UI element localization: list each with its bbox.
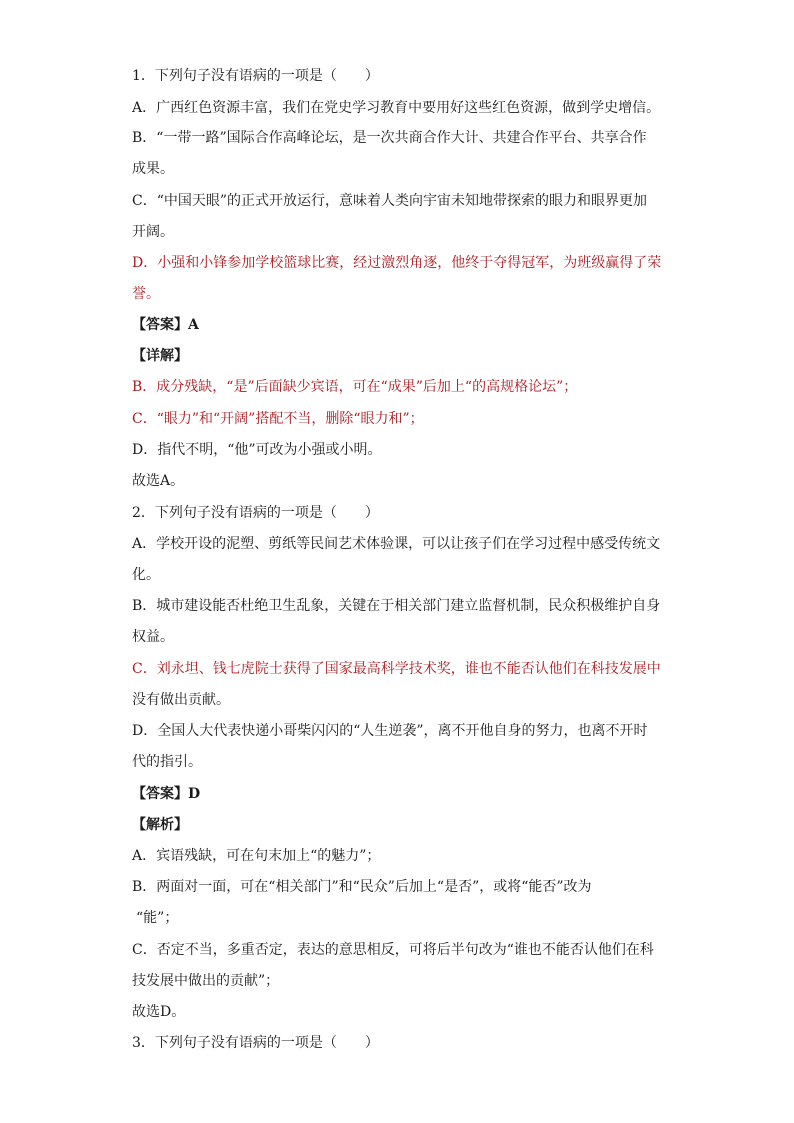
- question-1-analysis-b: B．成分残缺，“是”后面缺少宾语，可在“成果”后加上“的高规格论坛”；: [132, 379, 578, 395]
- question-1-answer: 【答案】A: [132, 317, 199, 333]
- question-2-analysis-b-line-1: B．两面对一面，可在“相关部门”和“民众”后加上“是否”，或将“能否”改为: [132, 879, 592, 895]
- question-3-stem: 3．下列句子没有语病的一项是（ ）: [132, 1035, 379, 1051]
- question-2-analysis-c-line-2: 技发展中做出的贡献”；: [132, 973, 280, 989]
- question-2-analysis-title: 【解析】: [132, 817, 188, 833]
- question-1-analysis-d: D．指代不明，“他”可改为小强或小明。: [132, 442, 382, 458]
- question-2-option-d-line-1: D．全国人大代表快递小哥柴闪闪的“人生逆袭”，离不开他自身的努力，也离不开时: [132, 723, 648, 739]
- question-1-option-d-line-1: D．小强和小锋参加学校篮球比赛，经过激烈角逐，他终于夺得冠军，为班级赢得了荣: [132, 255, 662, 271]
- question-1-option-b-line-1: B．“一带一路”国际合作高峰论坛，是一次共商合作大计、共建合作平台、共享合作: [132, 130, 647, 146]
- question-1-analysis-title: 【详解】: [132, 348, 188, 364]
- question-2-analysis-b-line-2: “能”；: [136, 910, 179, 926]
- question-1-stem: 1．下列句子没有语病的一项是（ ）: [132, 68, 379, 84]
- question-1-option-b-line-2: 成果。: [132, 161, 174, 177]
- question-2-option-b-line-2: 权益。: [132, 629, 174, 645]
- question-1-analysis-c: C．“眼力”和“开阔”搭配不当，删除“眼力和”；: [132, 411, 424, 427]
- question-1-option-d-line-2: 誉。: [132, 286, 160, 302]
- question-2-option-b-line-1: B．城市建设能否杜绝卫生乱象，关键在于相关部门建立监督机制，民众积极维护自身: [132, 598, 661, 614]
- question-1-option-a: A．广西红色资源丰富，我们在党史学习教育中要用好这些红色资源，做到学史增信。: [132, 100, 661, 116]
- question-2-conclusion: 故选D。: [132, 1004, 186, 1020]
- question-2-option-a-line-1: A．学校开设的泥塑、剪纸等民间艺术体验课，可以让孩子们在学习过程中感受传统文: [132, 536, 661, 552]
- question-2-option-c-line-1: C．刘永坦、钱七虎院士获得了国家最高科学技术奖，谁也不能否认他们在科技发展中: [132, 661, 661, 677]
- question-2-option-a-line-2: 化。: [132, 567, 160, 583]
- question-2-analysis-a: A．宾语残缺，可在句末加上“的魅力”；: [132, 848, 381, 864]
- question-1-option-c-line-1: C．“中国天眼”的正式开放运行，意味着人类向宇宙未知地带探索的眼力和眼界更加: [132, 193, 648, 209]
- question-2-stem: 2．下列句子没有语病的一项是（ ）: [132, 505, 379, 521]
- question-1-option-c-line-2: 开阔。: [132, 224, 174, 240]
- question-2-answer: 【答案】D: [132, 786, 201, 802]
- question-2-option-c-line-2: 没有做出贡献。: [132, 692, 230, 708]
- question-2-analysis-c-line-1: C．否定不当，多重否定，表达的意思相反，可将后半句改为“谁也不能否认他们在科: [132, 942, 654, 958]
- question-1-conclusion: 故选A。: [132, 473, 185, 489]
- question-2-option-d-line-2: 代的指引。: [132, 754, 202, 770]
